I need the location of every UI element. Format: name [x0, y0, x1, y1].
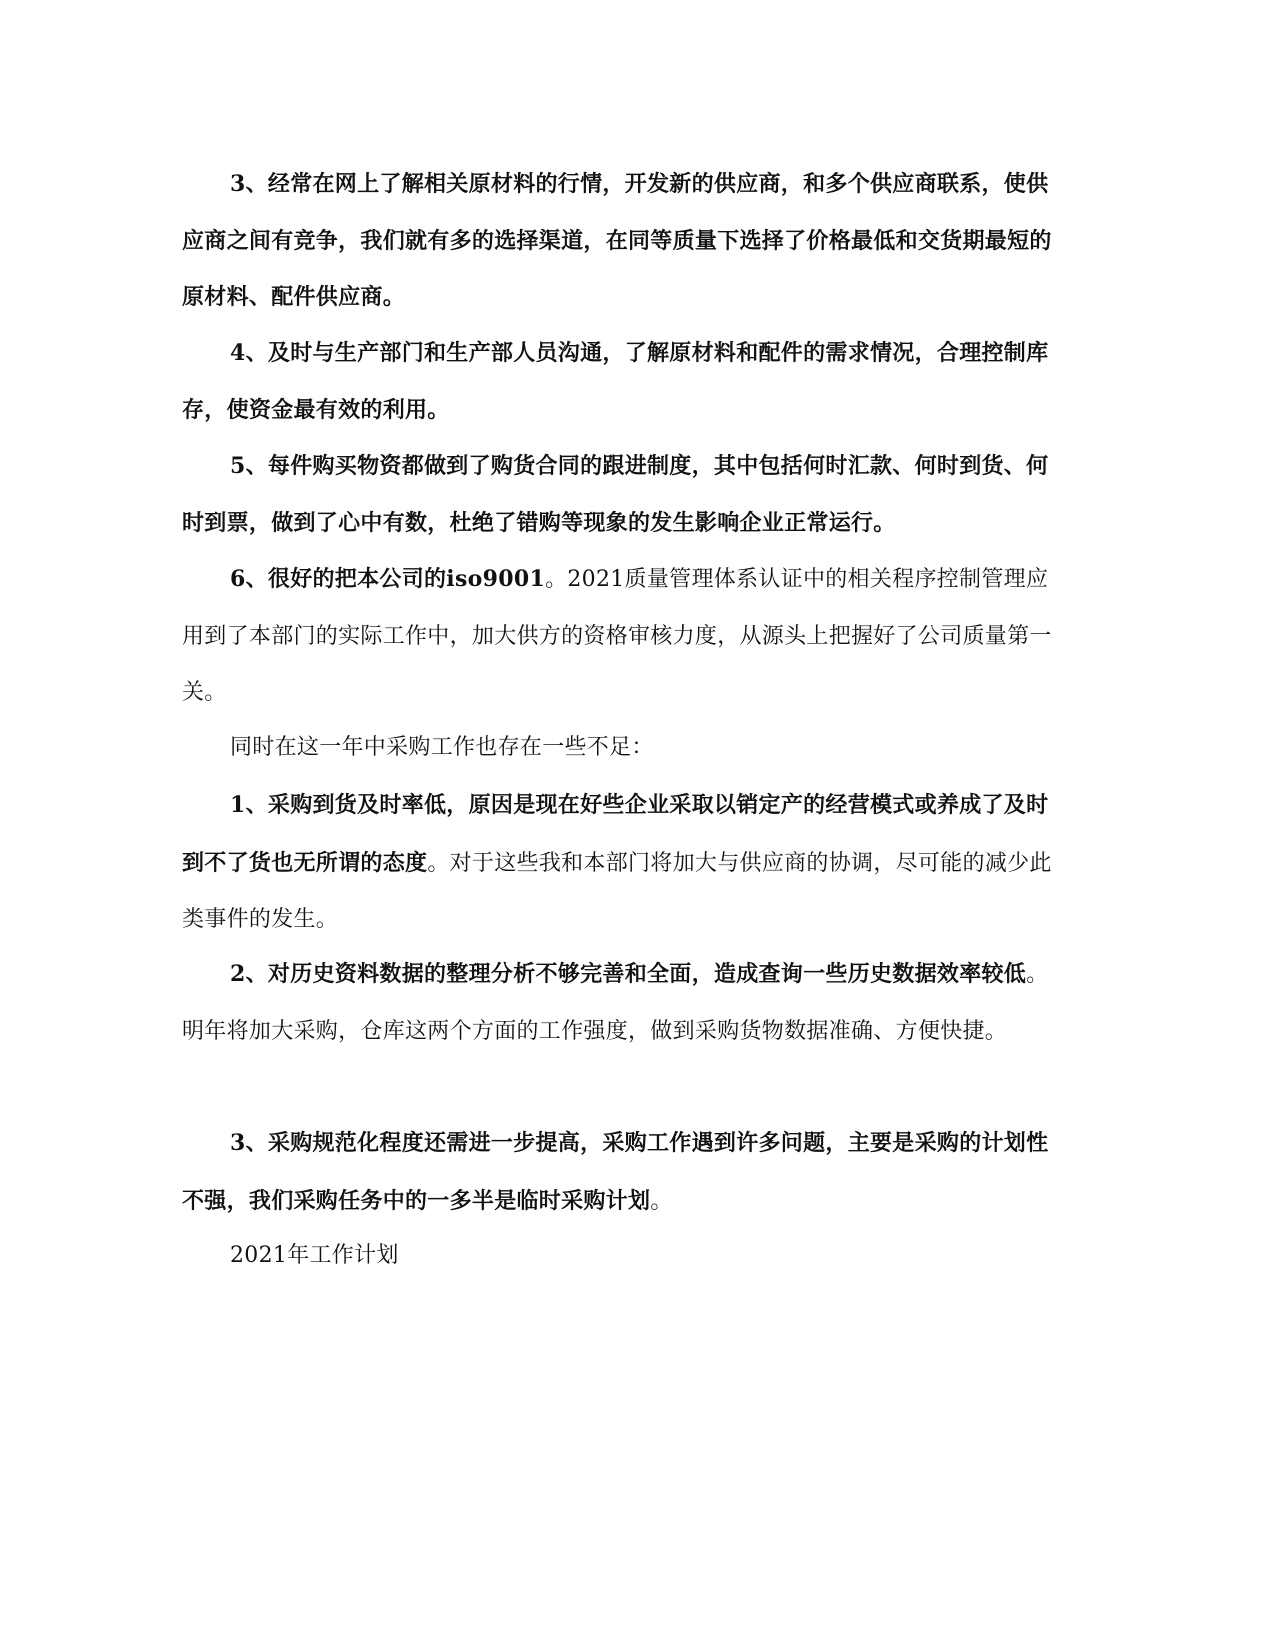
shortcoming-item-3-bold: 3、采购规范化程度还需进一步提高，采购工作遇到许多问题，主要是采购的计划性不强，我们采购任务中的一多半是临时采购计划: [182, 1130, 1049, 1214]
paragraph-item-6-normal: 。2021质量管理体系认证中的相关程序控制管理应用到了本部门的实际工作中，加大供方的资格审核力度，从源头上把握好了公司质量第一关。: [182, 567, 1052, 705]
shortcoming-item-2: [182, 946, 1062, 1060]
shortcoming-item-1: [182, 777, 1062, 949]
shortcoming-item-2-bold: 2、对历史资料数据的整理分析不够完善和全面，造成查询一些历史数据效率较低: [230, 961, 1027, 987]
shortcoming-item-2-normal: 。明年将加大采购，仓库这两个方面的工作强度，做到采购货物数据准确、方便快捷。: [182, 962, 1049, 1044]
paragraph-item-6: [182, 551, 1062, 722]
paragraph-item-4: 4、及时与生产部门和生产部人员沟通，了解原材料和配件的需求情况，合理控制库存，使资金最有效的利用。: [182, 340, 1049, 423]
shortcoming-item-1-normal: 。对于这些我和本部门将加大与供应商的协调，尽可能的减少此类事件的发生。: [182, 850, 1052, 932]
shortcoming-item-3-normal: 。: [650, 1188, 673, 1214]
paragraph-item-6-bold: 6、很好的把本公司的iso9001: [230, 566, 546, 592]
paragraph-item-3: 3、经常在网上了解相关原材料的行情，开发新的供应商，和多个供应商联系，使供应商之间有竞争，我们就有多的选择渠道，在同等质量下选择了价格最低和交货期最短的原材料、配件供应商。: [182, 171, 1052, 310]
shortcoming-item-3: [182, 1115, 1062, 1230]
shortcomings-intro: 同时在这一年中采购工作也存在一些不足：: [230, 735, 654, 760]
work-plan-heading: 2021年工作计划: [230, 1243, 399, 1268]
paragraph-item-5: 5、每件购买物资都做到了购货合同的跟进制度，其中包括何时汇款、何时到货、何时到票，做到了心中有数，杜绝了错购等现象的发生影响企业正常运行。: [182, 453, 1049, 536]
shortcoming-item-1-bold: 1、采购到货及时率低，原因是现在好些企业采取以销定产的经营模式或养成了及时到不了货也无所谓的态度: [182, 792, 1049, 876]
